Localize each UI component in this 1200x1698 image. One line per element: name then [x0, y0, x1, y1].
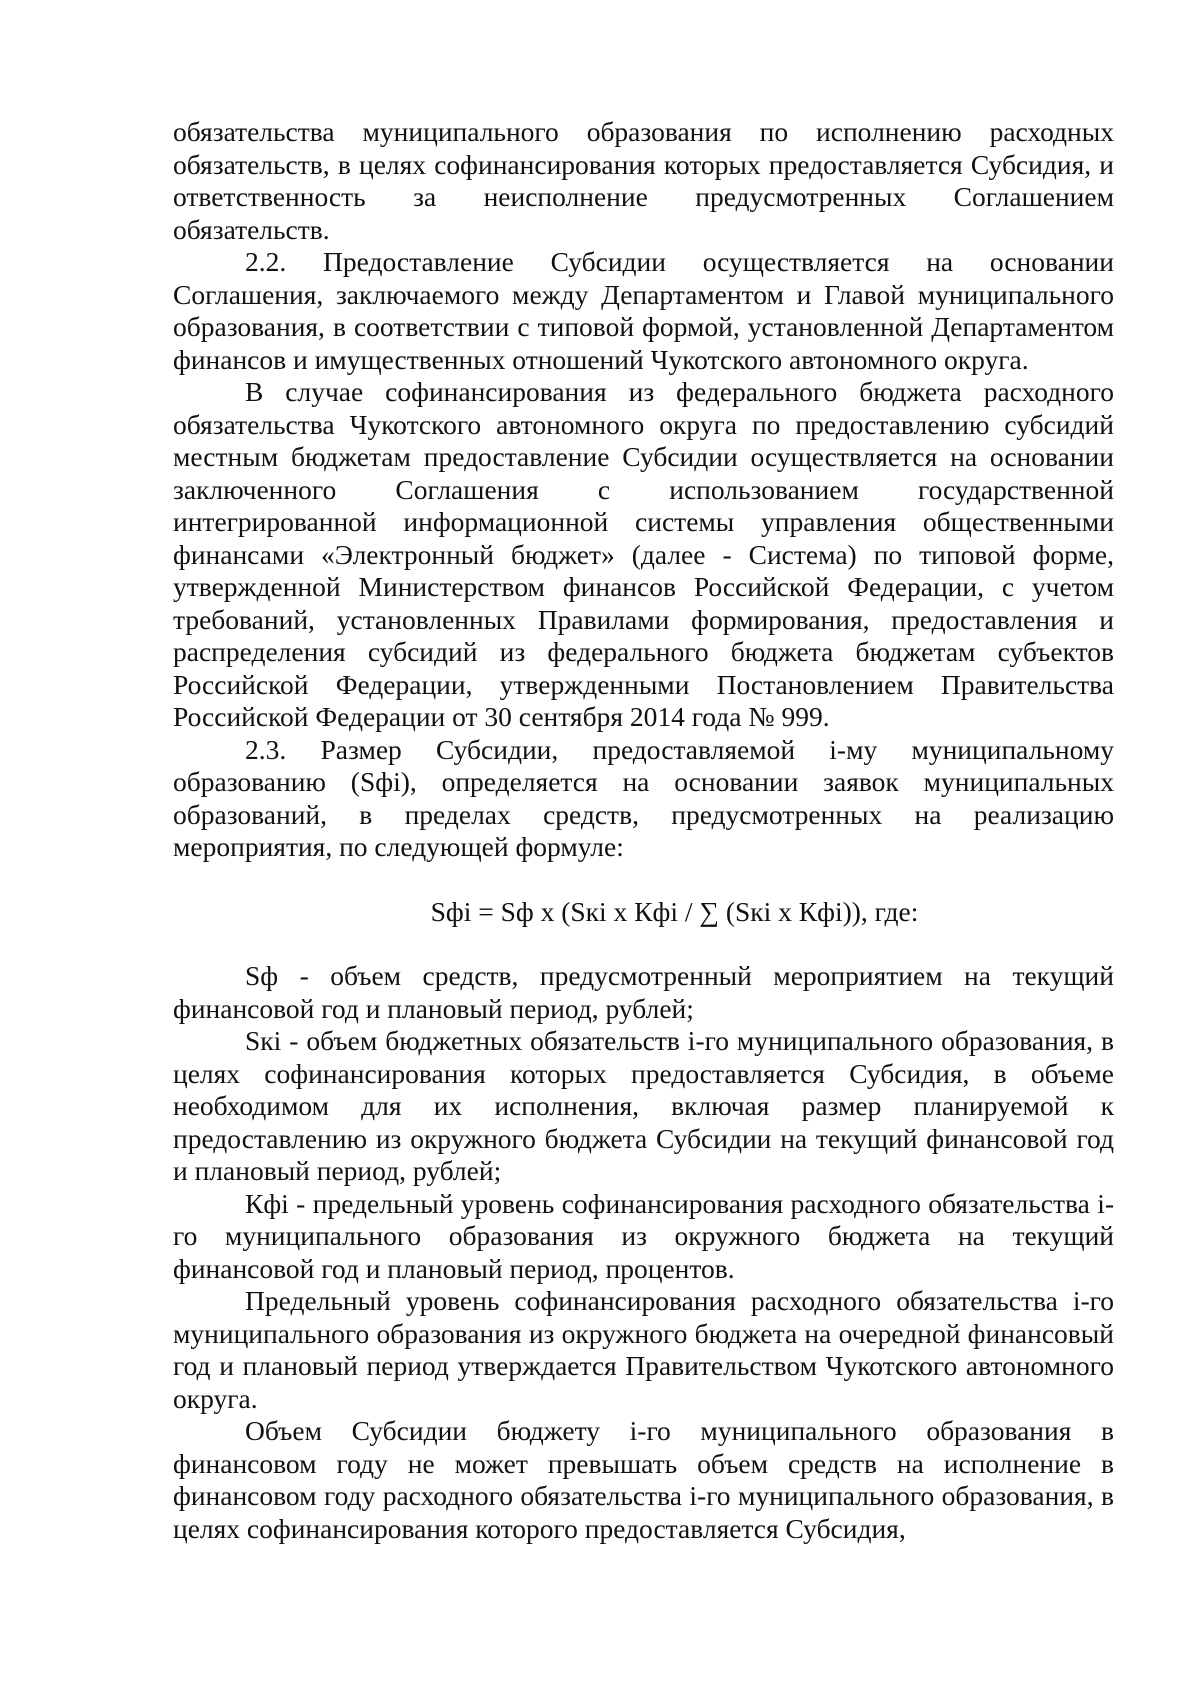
definition-kfi: Кфi - предельный уровень софинансирования расходного обязательства i-го муниципального образования из окружного бюджета на текущий финансовой год и плановый период, процентов.	[173, 1187, 1114, 1284]
paragraph-2-2: 2.2. Предоставление Субсидии осуществляется на основании Соглашения, заключаемого между Департаментом и Главой муниципального образования, в соответствии с типовой формой, установленной Департаментом финансов и имущественных отношений Чукотского автономного округа.	[173, 246, 1114, 375]
document-body	[173, 116, 1114, 1545]
paragraph-2-3: 2.3. Размер Субсидии, предоставляемой i-му муниципальному образованию (Sфi), определяется на основании заявок муниципальных образований, в пределах средств, предусмотренных на реализацию мероприятия, по следующей формуле:	[173, 733, 1114, 862]
definition-sf: Sф - объем средств, предусмотренный мероприятием на текущий финансовой год и плановый период, рублей;	[173, 960, 1114, 1024]
paragraph-continuation: обязательства муниципального образования по исполнению расходных обязательств, в целях софинансирования которых предоставляется Субсидия, и ответственность за неисполнение предусмотренных Соглашением обязательств.	[173, 116, 1114, 245]
paragraph-federal-cofinancing: В случае софинансирования из федерального бюджета расходного обязательства Чукотского автономного округа по предоставлению субсидий местным бюджетам предоставление Субсидии осуществляется на основании заключенного Соглашения с использованием государственной интегрированной информационной системы управления общественными финансами «Электронный бюджет» (далее - Система) по типовой форме, утвержденной Министерством финансов Российской Федерации, с учетом требований, установленных Правилами формирования, предоставления и распределения субсидий из федерального бюджета бюджетам субъектов Российской Федерации, утвержденными Постановлением Правительства Российской Федерации от 30 сентября 2014 года № 999.	[173, 376, 1114, 732]
subsidy-formula: Sфi = Sф x (Sкi x Кфi / ∑ (Sкi x Кфi)), где:	[430, 895, 919, 927]
paragraph-cofinancing-limit: Предельный уровень софинансирования расходного обязательства i-го муниципального образования из окружного бюджета на очередной финансовый год и плановый период утверждается Правительством Чукотского автономного округа.	[173, 1285, 1114, 1414]
paragraph-subsidy-volume: Объем Субсидии бюджету i-го муниципального образования в финансовом году не может превышать объем средств на исполнение в финансовом году расходного обязательства i-го муниципального образования, в целях софинансирования которого предоставляется Субсидия,	[173, 1415, 1114, 1544]
definition-ski: Sкi - объем бюджетных обязательств i-го муниципального образования, в целях софинансирования которых предоставляется Субсидия, в объеме необходимом для их исполнения, включая размер планируемой к предоставлению из окружного бюджета Субсидии на текущий финансовой год и плановый период, рублей;	[173, 1025, 1114, 1186]
